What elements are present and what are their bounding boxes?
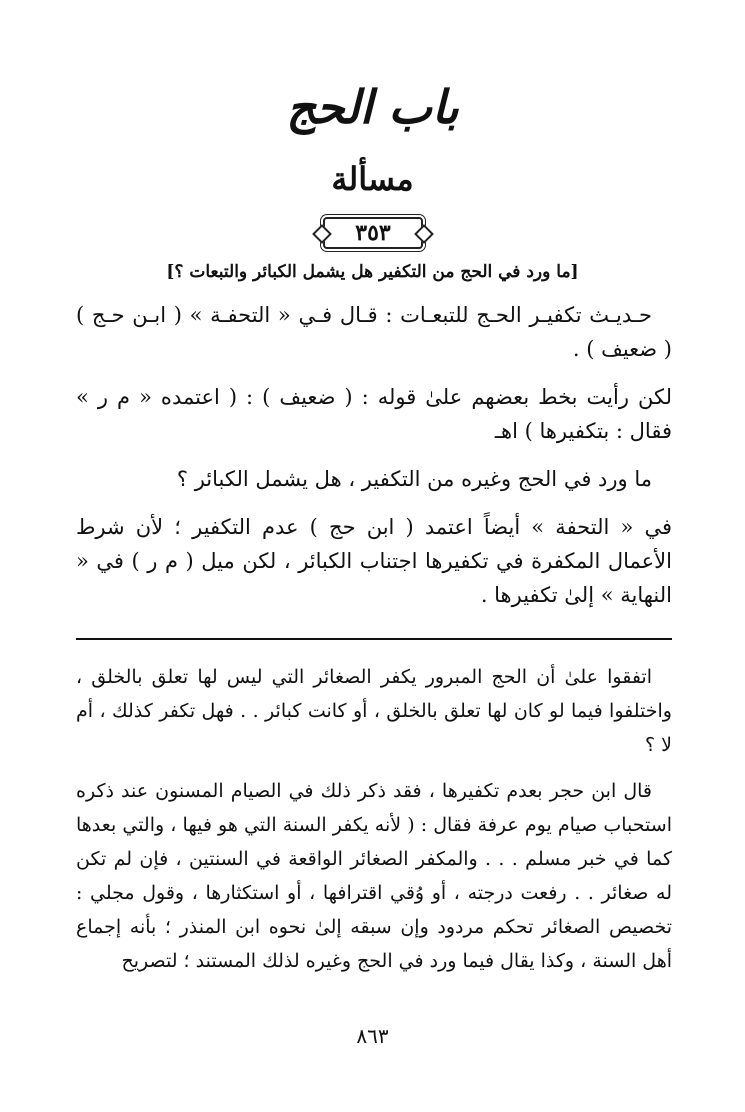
masala-number-badge: ٣٥٣: [323, 217, 423, 249]
footnote-paragraph: قال ابن حجر بعدم تكفيرها ، فقد ذكر ذلك في الصيام المسنون عند ذكره استحباب صيام يوم عرفة فقال : ( لأنه يكفر السنة التي هو فيها ، والتي بعدها كما في خبر مسلم . . . والمكفر الصغائر الواقعة في السنتين ، فإن لم تكن له صغائر . . رفعت درجته ، أو وُقي اقترافها ، أو استكثارها ، وقول مجلي : تخصيص الصغائر تحكم مردود وإن سبقه إلىٰ نحوه ابن المنذر ؛ بأنه إجماع أهل السنة ، وكذا يقال فيما ورد في الحج وغيره لذلك المستند ؛ لتصريح: [76, 780, 672, 972]
main-paragraph: ما ورد في الحج وغيره من التكفير ، هل يشمل الكبائر ؟: [176, 467, 652, 491]
main-paragraph: في « التحفة » أيضاً اعتمد ( ابن حج ) عدم التكفير ؛ لأن شرط الأعمال المكفرة في تكفيرها اجتناب الكبائر ، لكن ميل ( م ر ) في « النهاية » إلىٰ تكفيرها .: [76, 515, 672, 607]
main-paragraph: لكن رأيت بخط بعضهم علىٰ قوله : ( ضعيف ) : ( اعتمده « م ر » فقال : بتكفيرها ) اهـ: [76, 385, 672, 443]
page-number: ٨٦٣: [356, 1024, 389, 1048]
footnote-paragraph: اتفقوا علىٰ أن الحج المبرور يكفر الصغائر التي ليس لها تعلق بالخلق ، واختلفوا فيما لو كان لها تعلق بالخلق ، أو كانت كبائر . . فهل تكفر كذلك ، أم لا ؟: [76, 666, 672, 756]
footnotes: [76, 660, 672, 990]
main-text: [76, 298, 672, 626]
footnote-divider: [76, 638, 672, 640]
issue-subtitle: [ما ورد في الحج من التكفير هل يشمل الكبائر والتبعات ؟]: [166, 262, 579, 282]
masala-heading: مسألة: [331, 160, 414, 198]
main-paragraph: حـديـث تكفيـر الحـج للتبعـات : قـال فـي « التحفـة » ( ابـن حـج ) ( ضعيف ) .: [76, 303, 672, 361]
chapter-title: باب الحج: [286, 80, 459, 134]
